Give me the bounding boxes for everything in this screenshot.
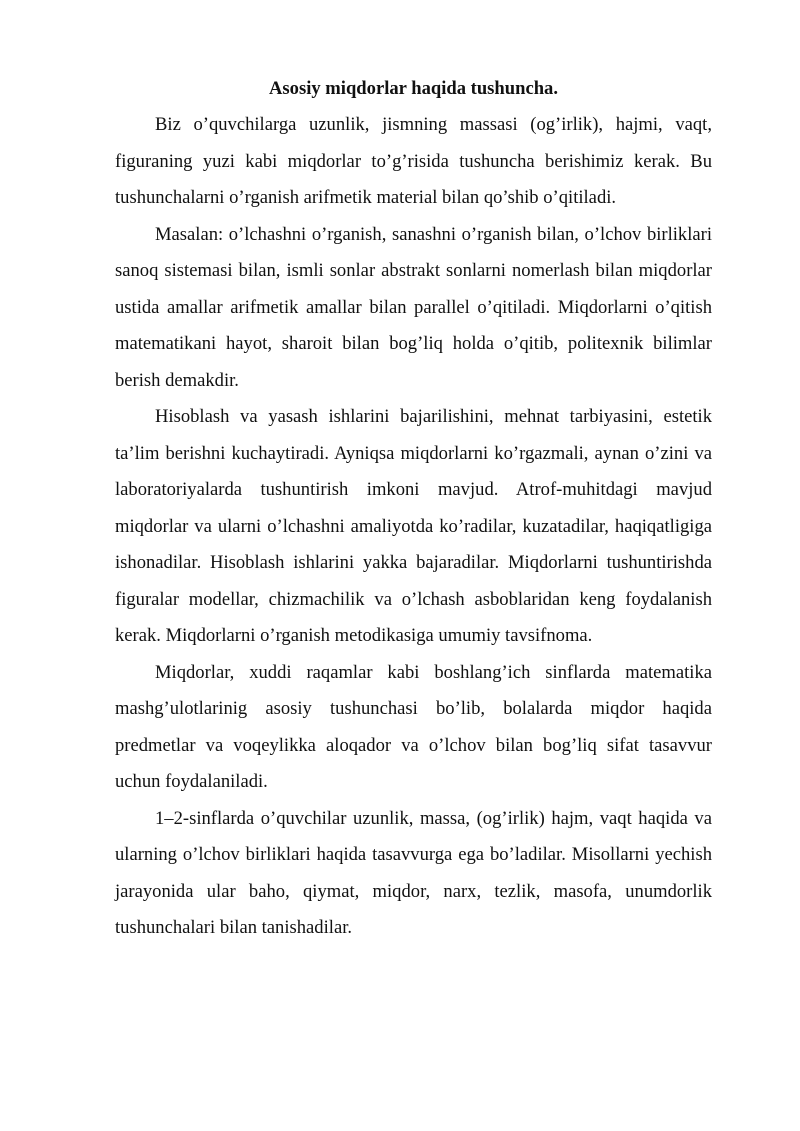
document-page <box>115 74 712 947</box>
paragraph-2: Masalan: o’lchashni o’rganish, sanashni o’rganish bilan, o’lchov birliklari sanoq sistemasi bilan, ismli sonlar abstrakt sonlarni nomerlash bilan miqdorlar ustida amallar arifmetik amallar bilan parallel o’qitiladi. Miqdorlarni o’qitish matematikani hayot, sharoit bilan bog’liq holda o’qitib, politexnik bilimlar berish demakdir. <box>115 223 712 391</box>
paragraph-1: Biz o’quvchilarga uzunlik, jismning massasi (og’irlik), hajmi, vaqt, figuraning yuzi kabi miqdorlar to’g’risida tushuncha berishimiz kerak. Bu tushunchalarni o’rganish arifmetik material bilan qo’shib o’qitiladi. <box>115 114 712 208</box>
paragraph-3: Hisoblash va yasash ishlarini bajarilishini, mehnat tarbiyasini, estetik ta’lim berishni kuchaytiradi. Ayniqsa miqdorlarni ko’rgazmali, aynan o’zini va laboratoriyalarda tushuntirish imkoni mavjud. Atrof-muhitdagi mavjud miqdorlar va ularni o’lchashni amaliyotda ko’radilar, kuzatadilar, haqiqatligiga ishonadilar. Hisoblash ishlarini yakka bajaradilar. Miqdorlarni tushuntirishda figuralar modellar, chizmachilik va o’lchash asboblaridan keng foydalanish kerak. Miqdorlarni o’rganish metodikasiga umumiy tavsifnoma. <box>115 406 712 646</box>
paragraph-4: Miqdorlar, xuddi raqamlar kabi boshlang’ich sinflarda matematika mashg’ulotlarinig asosiy tushunchasi bo’lib, bolalarda miqdor haqida predmetlar va voqeylikka aloqador va o’lchov bilan bog’liq sifat tasavvur uchun foydalaniladi. <box>115 661 712 792</box>
document-title: Asosiy miqdorlar haqida tushuncha. <box>269 78 558 99</box>
paragraph-5: 1–2-sinflarda o’quvchilar uzunlik, massa, (og’irlik) hajm, vaqt haqida va ularning o’lchov birliklari haqida tasavvurga ega bo’ladilar. Misollarni yechish jarayonida ular baho, qiymat, miqdor, narx, tezlik, masofa, unumdorlik tushunchalari bilan tanishadilar. <box>115 807 712 938</box>
